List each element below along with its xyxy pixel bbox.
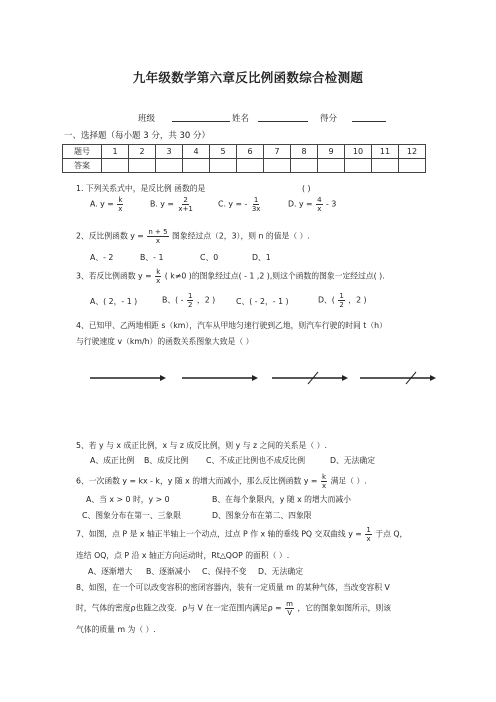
table-cell: 2 (129, 145, 156, 159)
answer-cell[interactable] (210, 159, 237, 173)
question-7-option-a: A、逐渐增大 (88, 567, 133, 576)
graph-a (86, 370, 166, 390)
answer-cell[interactable] (372, 159, 399, 173)
answer-cell[interactable] (129, 159, 156, 173)
question-6-option-a: A、当 x > 0 时，y > 0 (86, 495, 170, 504)
fraction: $\frac{k}{x}$ (118, 196, 123, 213)
answer-cell[interactable] (102, 159, 129, 173)
question-6-option-b: B、在每个象限内，y 随 x 的增大而减小 (212, 495, 351, 504)
name-blank (258, 112, 308, 122)
table-row (63, 145, 426, 159)
answer-cell[interactable] (318, 159, 345, 173)
answer-cell[interactable] (345, 159, 372, 173)
table-cell: 6 (237, 145, 264, 159)
section-heading: 一、选择题（每小题 3 分，共 30 分） (64, 131, 211, 141)
question-2-option-d: D、1 (252, 253, 271, 262)
question-6-option-c: C、图象分布在第一、三象限 (82, 511, 182, 520)
fraction: $\frac{4}{x}$ (317, 196, 322, 213)
answer-cell[interactable] (399, 159, 426, 173)
graph-b (178, 370, 258, 390)
table-cell: 11 (372, 145, 399, 159)
question-1-option-a: A. y = $\frac{k}{x}$ (90, 196, 123, 213)
table-cell: 题号 (63, 145, 102, 159)
fraction: $\frac{m}{V}$ (286, 600, 293, 617)
question-7-option-b: B、逐渐减小 (146, 567, 191, 576)
answer-cell[interactable] (291, 159, 318, 173)
question-8-line-1: 8、如图，在一个可以改变容积的密闭容器内，装有一定质量 m 的某种气体，当改变容积 V (76, 583, 390, 592)
fraction: $\frac{2}{x+1}$ (178, 196, 193, 213)
question-1-option-d: D. y = $\frac{4}{x}$ - 3 (288, 196, 337, 213)
question-7-line-2: 连结 OQ，点 P 沿 x 轴正方向运动时，Rt△QOP 的面积（ ）. (76, 551, 290, 560)
question-7-option-c: C、保持不变 (202, 567, 247, 576)
question-5-option-a: A、成正比例 (90, 456, 135, 465)
table-cell: 答案 (63, 159, 102, 173)
question-8-line-2: 时，气体的密度ρ也随之改变．ρ与 V 在一定范围内满足ρ = $\frac{m}{V}$ ，它的图象如图所示，则该 (76, 600, 392, 617)
question-4-line-2: 与行驶速度 v（km/h）的函数关系图象大致是（ ） (76, 337, 254, 346)
table-cell: 9 (318, 145, 345, 159)
fraction: $\frac{1}{x}$ (366, 526, 371, 543)
answer-cell[interactable] (237, 159, 264, 173)
table-cell: 3 (156, 145, 183, 159)
question-3-option-d: D、( $\frac{1}{2}$ ，2 ) (318, 292, 367, 309)
fraction: $\frac{n + 5}{x}$ (148, 228, 168, 245)
class-label: 班级 (138, 114, 156, 124)
table-cell: 7 (264, 145, 291, 159)
table-cell: 8 (291, 145, 318, 159)
question-3-option-a: A、( 2，- 1 ) (90, 297, 138, 306)
question-3-stem: 3、若反比例函数 y = $\frac{k}{x}$ ( k≠0 )的图象经过点( - 1 ,2 ),则这个函数的图象一定经过点( ). (76, 268, 385, 285)
table-cell: 12 (399, 145, 426, 159)
question-7-option-d: D、无法确定 (258, 567, 303, 576)
table-cell: 5 (210, 145, 237, 159)
fraction: $\frac{k}{x}$ (321, 473, 327, 490)
question-1-paren: ( ) (302, 184, 311, 193)
graph-d (356, 370, 436, 390)
table-cell: 1 (102, 145, 129, 159)
question-4-line-1: 4、已知甲、乙两地相距 s（km），汽车从甲地匀速行驶到乙地，则汽车行驶的时间 t（h） (76, 321, 387, 330)
score-blank (352, 112, 386, 122)
name-label: 姓名 (232, 114, 250, 124)
table-row (63, 159, 426, 173)
question-6-option-d: D、图象分布在第二、四象限 (212, 511, 312, 520)
fraction: $\frac{1}{3x}$ (251, 196, 261, 213)
table-cell: 10 (345, 145, 372, 159)
question-5-option-b: B、成反比例 (144, 456, 189, 465)
answer-cell[interactable] (156, 159, 183, 173)
answer-cell[interactable] (264, 159, 291, 173)
score-label: 得分 (320, 114, 338, 124)
answer-table (62, 144, 426, 173)
class-blank (172, 112, 230, 122)
question-5-stem: 5、若 y 与 x 成正比例，x 与 z 成反比例，则 y 与 z 之间的关系是（ ）. (76, 441, 327, 450)
answer-cell[interactable] (183, 159, 210, 173)
question-7-stem: 7、如图，点 P 是 x 轴正半轴上一个动点，过点 P 作 x 轴的垂线 PQ 交双曲线 y = $\frac{1}{x}$ 于点 Q， (76, 526, 408, 543)
question-5-option-c: C、不成正比例也不成反比例 (206, 456, 306, 465)
question-1-option-c: C. y = - $\frac{1}{3x}$ (218, 196, 261, 213)
question-2-stem: 2、反比例函数 y = $\frac{n + 5}{x}$ 图象经过点（2，3），则 n 的值是（ ）. (76, 228, 310, 245)
question-2-option-a: A、- 2 (90, 253, 114, 262)
fraction: $\frac{1}{2}$ (339, 292, 344, 309)
question-1-option-b: B. y = $\frac{2}{x+1}$ (150, 196, 193, 213)
table-cell: 4 (183, 145, 210, 159)
question-2-option-c: C、0 (200, 253, 219, 262)
question-3-option-c: C、( - 2，- 1 ) (236, 297, 289, 306)
question-2-option-b: B、- 1 (140, 253, 164, 262)
question-8-line-3: 气体的质量 m 为（ ）. (76, 625, 156, 634)
question-1-stem: 1. 下列关系式中，是反比例 函数的是 (76, 184, 206, 193)
page-title: 九年级数学第六章反比例函数综合检测题 (132, 70, 364, 85)
question-6-stem: 6、一次函数 y = kx - k，y 随 x 的增大而减小，那么反比例函数 y = $\frac{k}{x}$ 满足（ ）. (76, 473, 367, 490)
question-3-option-b: B、( - $\frac{1}{2}$ ，2 ) (162, 292, 216, 309)
fraction: $\frac{1}{2}$ (187, 292, 193, 309)
fraction: $\frac{k}{x}$ (156, 268, 161, 285)
question-5-option-d: D、无法确定 (330, 456, 375, 465)
graph-c (268, 370, 348, 390)
